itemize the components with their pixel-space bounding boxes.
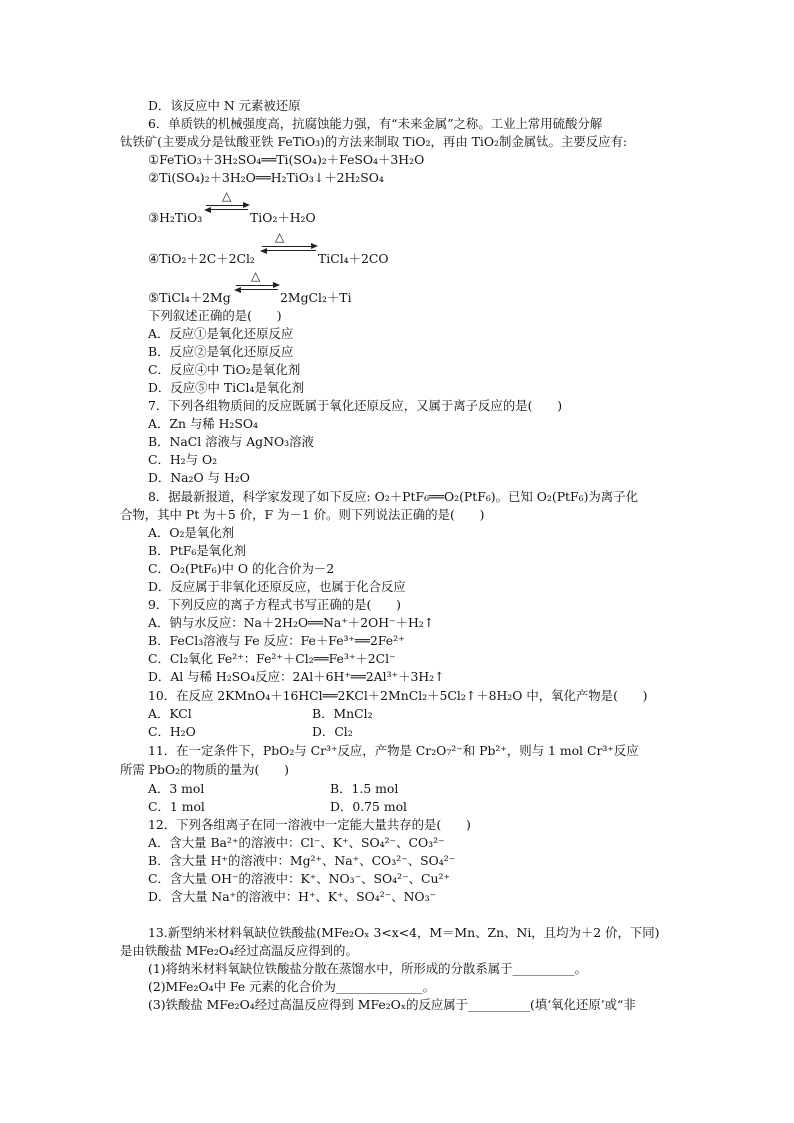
q6-option-c: C．反应④中 TiO₂是氧化剂 [148, 362, 301, 377]
reversible-arrow [262, 245, 316, 253]
q10-option-c: C．H₂O [148, 724, 196, 739]
q6-reaction-3-product: TiO₂＋H₂O [250, 210, 316, 225]
q8-option-a: A．O₂是氧化剂 [148, 525, 235, 540]
q6-reaction-5-product: 2MgCl₂＋Ti [280, 290, 352, 305]
q9-option-b: B．FeCl₃溶液与 Fe 反应：Fe＋Fe³⁺══2Fe²⁺ [148, 633, 405, 648]
q11-option-d: D．0.75 mol [330, 799, 408, 814]
heat-symbol: △ [275, 230, 285, 244]
q13-stem-line1: 13.新型纳米材料氧缺位铁酸盐(MFe₂Oₓ 3<x<4，M＝Mn、Zn、Ni，且均为＋2 价，下同) [148, 925, 660, 940]
q8-stem-line1: 8．据最新报道，科学家发现了如下反应: O₂＋PtF₆══O₂(PtF₆)。已知 O₂(PtF₆)为离子化 [148, 489, 638, 504]
q11-option-a: A．3 mol [148, 781, 205, 796]
q6-question: 下列叙述正确的是( ) [148, 308, 282, 323]
reversible-arrow [206, 204, 248, 212]
q8-option-b: B．PtF₆是氧化剂 [148, 543, 246, 558]
q8-stem-line2: 合物，其中 Pt 为＋5 价，F 为－1 价。则下列说法正确的是( ) [120, 507, 485, 522]
q6-option-a: A．反应①是氧化还原反应 [148, 326, 294, 341]
q10-stem: 10．在反应 2KMnO₄＋16HCl══2KCl＋2MnCl₂＋5Cl₂↑＋8H₂O 中，氧化产物是( ) [148, 688, 648, 703]
q12-option-c: C．含大量 OH⁻的溶液中：K⁺、NO₃⁻、SO₄²⁻、Cu²⁺ [148, 871, 451, 886]
q10-option-a: A．KCl [148, 706, 192, 721]
q11-option-c: C．1 mol [148, 799, 205, 814]
q5-option-d: D．该反应中 N 元素被还原 [148, 98, 301, 113]
q9-option-c: C．Cl₂氧化 Fe²⁺：Fe²⁺＋Cl₂══Fe³⁺＋2Cl⁻ [148, 651, 396, 666]
q13-stem-line2: 是由铁酸盐 MFe₂O₄经过高温反应得到的。 [120, 943, 358, 958]
q7-stem: 7．下列各组物质间的反应既属于氧化还原反应，又属于离子反应的是( ) [148, 398, 563, 413]
q12-stem: 12．下列各组离子在同一溶液中一定能大量共存的是( ) [148, 817, 471, 832]
q6-reaction-3-reactant: ③H₂TiO₃ [148, 210, 203, 225]
q7-option-c: C．H₂与 O₂ [148, 452, 218, 467]
q8-option-d: D．反应属于非氧化还原反应，也属于化合反应 [148, 579, 406, 594]
heat-symbol: △ [222, 189, 232, 203]
q6-stem-line2: 钛铁矿(主要成分是钛酸亚铁 FeTiO₃)的方法来制取 TiO₂，再由 TiO₂制金属钛。主要反应有: [120, 134, 628, 149]
q11-stem-line1: 11．在一定条件下，PbO₂与 Cr³⁺反应，产物是 Cr₂O₇²⁻和 Pb²⁺，则与 1 mol Cr³⁺反应 [148, 743, 639, 758]
q6-option-b: B．反应②是氧化还原反应 [148, 344, 294, 359]
q6-option-d: D．反应⑤中 TiCl₄是氧化剂 [148, 380, 305, 395]
heat-symbol: △ [251, 269, 261, 283]
q12-option-a: A．含大量 Ba²⁺的溶液中：Cl⁻、K⁺、SO₄²⁻、CO₃²⁻ [148, 835, 445, 850]
reversible-arrow [236, 284, 278, 292]
q13-part-2: (2)MFe₂O₄中 Fe 元素的化合价为______________。 [148, 979, 435, 994]
q7-option-a: A．Zn 与稀 H₂SO₄ [148, 416, 258, 431]
q11-stem-line2: 所需 PbO₂的物质的量为( ) [120, 762, 289, 777]
q9-stem: 9．下列反应的离子方程式书写正确的是( ) [148, 597, 401, 612]
q6-stem-line1: 6．单质铁的机械强度高，抗腐蚀能力强，有“未来金属”之称。工业上常用硫酸分解 [148, 116, 603, 131]
q11-option-b: B．1.5 mol [330, 781, 399, 796]
q6-reaction-5-reactant: ⑤TiCl₄＋2Mg [148, 290, 231, 305]
q7-option-d: D．Na₂O 与 H₂O [148, 470, 250, 485]
q9-option-a: A．钠与水反应：Na＋2H₂O══Na⁺＋2OH⁻＋H₂↑ [148, 615, 435, 630]
q6-reaction-4-product: TiCl₄＋2CO [318, 251, 389, 266]
q7-option-b: B．NaCl 溶液与 AgNO₃溶液 [148, 434, 314, 449]
q13-part-1: (1)将纳米材料氧缺位铁酸盐分散在蒸馏水中，所形成的分散系属于__________。 [148, 961, 587, 976]
q12-option-b: B．含大量 H⁺的溶液中：Mg²⁺、Na⁺、CO₃²⁻、SO₄²⁻ [148, 853, 456, 868]
q9-option-d: D．Al 与稀 H₂SO₄反应：2Al＋6H⁺══2Al³⁺＋3H₂↑ [148, 669, 445, 684]
q10-option-b: B．MnCl₂ [312, 706, 373, 721]
q12-option-d: D．含大量 Na⁺的溶液中：H⁺、K⁺、SO₄²⁻、NO₃⁻ [148, 889, 437, 904]
q10-option-d: D．Cl₂ [312, 724, 353, 739]
q13-part-3: (3)铁酸盐 MFe₂O₄经过高温反应得到 MFe₂Oₓ的反应属于__________(填‘氧化还原’或“非 [148, 997, 636, 1012]
q6-reaction-2: ②Ti(SO₄)₂＋3H₂O══H₂TiO₃↓＋2H₂SO₄ [148, 170, 384, 185]
q8-option-c: C．O₂(PtF₆)中 O 的化合价为－2 [148, 561, 335, 576]
q6-reaction-1: ①FeTiO₃＋3H₂SO₄══Ti(SO₄)₂＋FeSO₄＋3H₂O [148, 152, 425, 167]
q6-reaction-4-reactant: ④TiO₂＋2C＋2Cl₂ [148, 251, 255, 266]
